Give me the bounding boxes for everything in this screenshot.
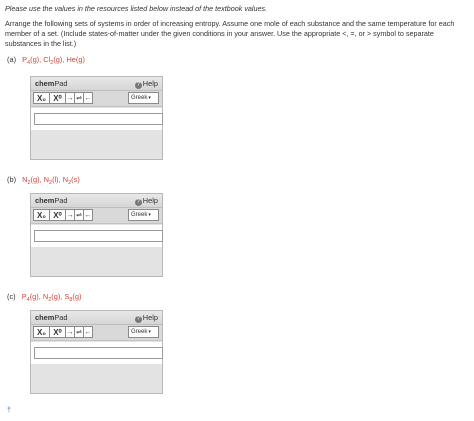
chempad-header xyxy=(31,77,162,91)
superscript-button[interactable]: X⁰ xyxy=(49,92,66,104)
chempad-a xyxy=(30,76,163,160)
subscript-button[interactable]: X₀ xyxy=(33,92,50,104)
note-text: Please use the values in the resources listed below instead of the textbook values. xyxy=(5,4,268,13)
equilibrium-button[interactable]: ⇌ xyxy=(74,92,84,104)
question-formula: $N_2(g)$, $N_2(l)$, $N_2(s)$ xyxy=(22,175,80,186)
question-letter: (b) xyxy=(7,175,17,184)
subscript-button[interactable]: X₀ xyxy=(33,326,50,338)
greek-dropdown[interactable]: Greek▾ xyxy=(128,92,159,104)
chempad-toolbar xyxy=(31,91,162,107)
question-circle-icon: ? xyxy=(136,82,140,88)
footnote-mark[interactable]: † xyxy=(7,407,11,414)
question-circle-icon: ? xyxy=(136,316,140,322)
help-link[interactable]: ? Help xyxy=(136,196,158,205)
arrow-button[interactable]: → xyxy=(65,326,75,338)
equilibrium-button[interactable]: ⇌ xyxy=(74,326,84,338)
chempad-c xyxy=(30,310,163,394)
arrow-button[interactable]: → xyxy=(65,92,75,104)
backspace-button[interactable]: ← xyxy=(83,209,93,221)
chempad-title: chemPad xyxy=(35,196,68,205)
chevron-down-icon: ▾ xyxy=(148,329,151,335)
chempad-header xyxy=(31,311,162,325)
chevron-down-icon: ▾ xyxy=(148,212,151,218)
greek-dropdown[interactable]: Greek▾ xyxy=(128,209,159,221)
chevron-down-icon: ▾ xyxy=(148,95,151,101)
help-link[interactable]: ? Help xyxy=(136,79,158,88)
subscript-button[interactable]: X₀ xyxy=(33,209,50,221)
answer-input-a[interactable] xyxy=(34,113,163,125)
chempad-title: chemPad xyxy=(35,313,68,322)
question-circle-icon: ? xyxy=(136,199,140,205)
chempad-toolbar xyxy=(31,208,162,224)
question-a-label xyxy=(7,55,85,66)
question-letter: (c) xyxy=(7,292,16,301)
chempad-title: chemPad xyxy=(35,79,68,88)
answer-input-b[interactable] xyxy=(34,230,163,242)
help-link[interactable]: ? Help xyxy=(136,313,158,322)
question-formula: $P_4(g)$, $Cl_2(g)$, He(g) xyxy=(22,55,85,66)
arrow-button[interactable]: → xyxy=(65,209,75,221)
question-c-label xyxy=(7,292,81,303)
question-b-label xyxy=(7,175,80,186)
chempad-header xyxy=(31,194,162,208)
backspace-button[interactable]: ← xyxy=(83,92,93,104)
equilibrium-button[interactable]: ⇌ xyxy=(74,209,84,221)
instructions-text: Arrange the following sets of systems in order of increasing entropy. Assume one mole of each substance and the same temperature for each member of a set. (Include states-of-matter under the given conditions in your answer. Use the appropriate <, =, or > symbol to separate substances in the list.) xyxy=(5,19,455,48)
greek-dropdown[interactable]: Greek▾ xyxy=(128,326,159,338)
superscript-button[interactable]: X⁰ xyxy=(49,326,66,338)
question-formula: $P_4(g)$, $N_2(g)$, $S_8(g)$ xyxy=(21,292,82,303)
superscript-button[interactable]: X⁰ xyxy=(49,209,66,221)
chempad-toolbar xyxy=(31,325,162,341)
question-letter: (a) xyxy=(7,55,17,64)
chempad-b xyxy=(30,193,163,277)
backspace-button[interactable]: ← xyxy=(83,326,93,338)
answer-input-c[interactable] xyxy=(34,347,163,359)
